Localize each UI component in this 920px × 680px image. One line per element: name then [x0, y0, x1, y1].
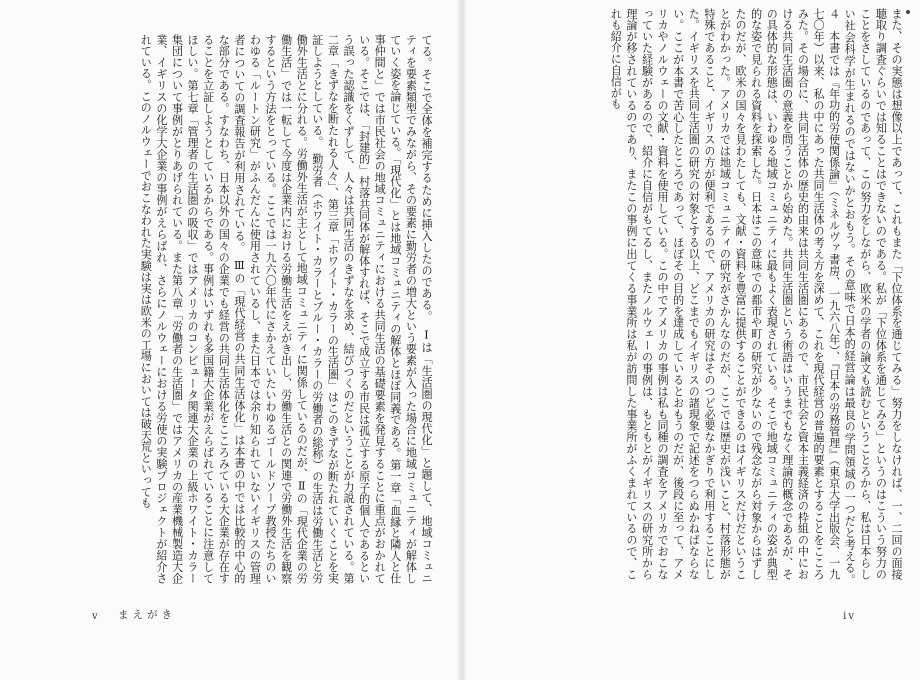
right-page-body-text: また、その実態は想像以上であって、これもまた「下位体系を通じてみる」努力をしなければ、一、二回の面接聴取り調査ぐらいでは知ることはできないのである。私が「下位体系を通じてみる」というのはこういう努力のことをさしているのであって、この努力をしながら、欧米の学者の論文も読むということろから、私は日本らしい社会科学が生まれるのではないかとおもう。その意味で日本的経営論は最良の学問領域の一つだと考える。 ４ 本書では『年功的労使関係論』（ミネルヴァ書房、一九六八年）、『日本の労務管理』（東京大学出版会、一九七〇年）以来、私の中にあった共同生活体の考え方を深めて、これを現代経営の普遍的要素とすることをこころみた。その場合に、共同生活体の歴史的由来は共同生活圏にあるので、市民社会と資本主義経済の枠組の中における共同生活圏の意義を問うことから始めた。共同生活圏という術語はいうまでもなく理論的概念であるが、その具体的な形態は、いわゆる地域コミュニティに最もよく表現されている。そこで地域コミュニティの姿が典型的な姿で見られる資料を探索した。日本はこの意味での都市や町の研究が少ないので残念ながら対象からはずしたのだが、欧米の国々を見わたしても、文献・資料を豊富に提供することができるのはイギリスだけだということがわかった。アメリカでは地域コミュニティの研究がさかんなのだが、ここでは歴史が浅いこと、村落形態が特殊であること、イギリスの方が便利であるので、アメリカの研究はそのつど必要なかぎりで利用することにした。イギリスを共同生活圏の研究の対象とする以上、どこまでもイギリスの諸現象で記述をつらぬかねばならない。ここが本書で苦心したところであって、ほぼその目的を達成しているとおもうのだが、後段に至って、アメリカやノルウェーの文献・資料を使用している。この中でアメリカの事例は私も同種の調査をアメリカでおこなっていた経験があるので、紹介に自信がもてるし、またノルウェーの事例は、もともとがイギリスの研究所から理論が移されているのであり、またこの事例に出てくる事業所は私が訪問した事業所がふくまれているので、これも紹介に自信がも — [609, 8, 903, 603]
right-page-number: iv — [843, 611, 856, 622]
page-corner-dot — [906, 10, 910, 14]
left-page-number: v — [92, 611, 100, 622]
right-page — [462, 0, 920, 680]
left-page-body-text: てる。そこで全体を補完するために挿入したのである。 Ⅰは「生活圏の現代化」と題して、地域コミュニティを要素類型でみながら、その要素に勤労者の増大という要素が入った場合に地域コミュニティが解体していく姿を論じている。「現代化」とは地域コミュニティの解体とほぼ同義である。第一章「血縁と隣人と仕事仲間と」では市民社会の地域コミュニティにおける共同生活の基礎要素を発見することに重点がおかれている。そこでは、「封建的」村落共同体が解体すれば、そこで成立する市民は孤立する原子的個人であるという誤った認識をくずして、人々は共同生活のきずなを求め、結びつくのだということが力説されている。第二章「きずなを断たれる人々」、第三章「ホワイト・カラーの生活圏」はこのきずなが断たれていくことを実証しようとしている。 勤労者（ホワイト・カラーとブルー・カラーの労働者の総称）の生活は労働生活と労働外生活とに分れる。労働外生活が主として地域コミュニティに関係しているのだが、Ⅱの「現代企業の労働生活」では一転して今度は企業内における労働生活をえがき出し、労働生活との関連で労働外生活を観察するという方法をとっている。ここでは一九六〇年代にさかえていたいわゆるゴールドソープ教授たちのいわゆる「ルートン研究」がふんだんに使用されているし、また日本では余り知られていないイギリスの管理者についての調査報告が利用されている。 Ⅲの「現代経営の共同生活体化」は本書の中では比較的中心的な部分である。すなわち、日本以外の国々の企業でも経営の共同生活体化をこころみている大企業が存在することを立証しようとしているからである。事例はいずれも多国籍大企業がえらばれていることに注意してほしい。第七章「管理者の生活圏の吸収」ではアメリカのコンピュータ関連大企業の上級ホワイト・カラー集団について事例がとりあげられている。また第八章「労働者の生活圏」ではアメリカの産業機械製造大企業、イギリスの化学大企業の事例がえらばれ、さらにノルウェーにおける労使の実験プロジェクトが紹介されている。このノルウェーでおこなわれた実験は実は欧米の工場においては破天荒といっても — [139, 34, 433, 584]
running-title: まえがき — [118, 609, 176, 621]
